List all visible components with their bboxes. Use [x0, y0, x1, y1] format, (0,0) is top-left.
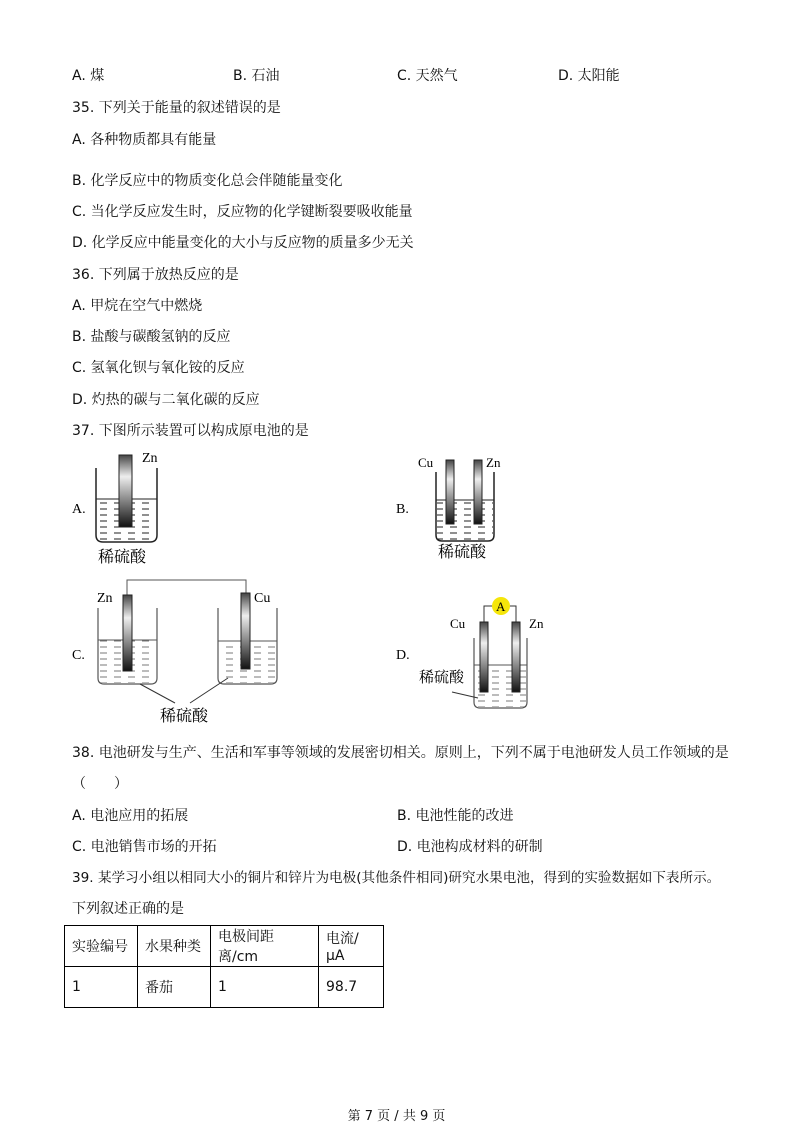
- option-d-label: D.: [396, 648, 410, 663]
- q35-option-c: C. 当化学反应发生时，反应物的化学键断裂要吸收能量: [72, 204, 413, 220]
- q36-option-b: B. 盐酸与碳酸氢钠的反应: [72, 329, 231, 345]
- table-cell: 番茄: [138, 967, 211, 1008]
- page-footer: 第 7 页 / 共 9 页: [347, 1109, 446, 1124]
- svg-text:稀硫酸: 稀硫酸: [160, 708, 209, 725]
- q34-option-a: A. 煤: [72, 68, 105, 84]
- q38-option-a: A. 电池应用的拓展: [72, 808, 189, 824]
- header-cell: 水果种类: [138, 926, 211, 967]
- svg-text:Cu: Cu: [254, 591, 271, 606]
- q37-stem: 37. 下图所示装置可以构成原电池的是: [72, 423, 309, 439]
- q38-option-b: B. 电池性能的改进: [397, 808, 514, 824]
- q38-paren: （ ）: [72, 776, 128, 792]
- table-cell: 98.7: [319, 967, 384, 1008]
- q35-option-a: A. 各种物质都具有能量: [72, 132, 217, 148]
- q34-option-b: B. 石油: [233, 68, 280, 84]
- svg-text:稀硫酸: 稀硫酸: [419, 670, 465, 686]
- table-row: [65, 967, 384, 1008]
- q34-option-d: D. 太阳能: [558, 68, 620, 84]
- fruit-battery-table: [64, 925, 384, 1008]
- svg-text:Zn: Zn: [97, 591, 113, 606]
- option-b-label: B.: [396, 502, 409, 517]
- svg-text:Cu: Cu: [450, 616, 466, 631]
- table-cell: 1: [65, 967, 138, 1008]
- header-cell: 电极间距离/cm: [211, 926, 319, 967]
- q39-stem: 39. 某学习小组以相同大小的铜片和锌片为电极(其他条件相同)研究水果电池，得到的实验数据如下表所示。: [72, 870, 721, 886]
- q36-option-c: C. 氢氧化钡与氧化铵的反应: [72, 360, 245, 376]
- header-cell: 实验编号: [65, 926, 138, 967]
- svg-text:A: A: [496, 599, 506, 614]
- q38-option-c: C. 电池销售市场的开拓: [72, 839, 217, 855]
- q35-option-b: B. 化学反应中的物质变化总会伴随能量变化: [72, 173, 343, 189]
- zn-electrode-a: [119, 455, 132, 527]
- q35-stem: 35. 下列关于能量的叙述错误的是: [72, 100, 281, 116]
- q38-option-d: D. 电池构成材料的研制: [397, 839, 543, 855]
- header-cell: 电流/μA: [319, 926, 384, 967]
- q37-diagrams: [0, 440, 793, 735]
- option-a-label: A.: [72, 502, 86, 517]
- table-cell: 1: [211, 967, 319, 1008]
- q39-stem-2: 下列叙述正确的是: [72, 901, 184, 917]
- svg-text:Zn: Zn: [529, 616, 544, 631]
- option-c-label: C.: [72, 648, 85, 663]
- svg-text:稀硫酸: 稀硫酸: [438, 544, 487, 561]
- q36-stem: 36. 下列属于放热反应的是: [72, 267, 239, 283]
- svg-text:Zn: Zn: [486, 455, 501, 470]
- svg-text:Zn: Zn: [142, 451, 158, 466]
- svg-text:Cu: Cu: [418, 455, 434, 470]
- q36-option-d: D. 灼热的碳与二氧化碳的反应: [72, 392, 260, 408]
- svg-text:稀硫酸: 稀硫酸: [98, 549, 147, 566]
- table-header-row: [65, 926, 384, 967]
- q38-stem: 38. 电池研发与生产、生活和军事等领域的发展密切相关。原则上，下列不属于电池研发人员工作领域的是: [72, 745, 729, 761]
- q34-option-c: C. 天然气: [397, 68, 458, 84]
- q35-option-d: D. 化学反应中能量变化的大小与反应物的质量多少无关: [72, 235, 414, 251]
- q36-option-a: A. 甲烷在空气中燃烧: [72, 298, 203, 314]
